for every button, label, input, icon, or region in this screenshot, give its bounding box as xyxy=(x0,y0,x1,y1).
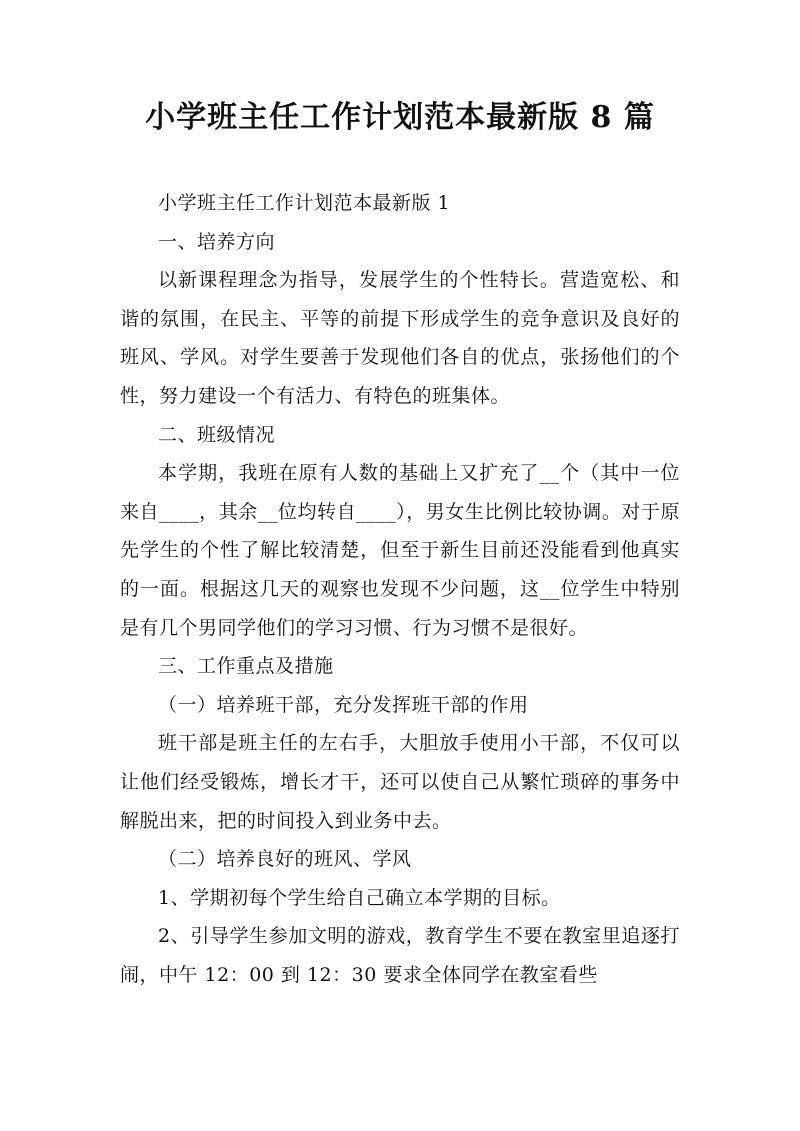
paragraph-class-cadres: 班干部是班主任的左右手，大胆放手使用小干部，不仅可以让他们经受锻炼，增长才干，还可以使自己从繁忙琐碎的事务中解脱出来，把的时间投入到业务中去。 xyxy=(120,732,680,832)
document-title: 小学班主任工作计划范本最新版 8 篇 xyxy=(145,100,655,135)
document-body xyxy=(120,184,680,994)
section-heading-work-focus: 三、工作重点及措施 xyxy=(158,655,334,678)
list-item-2: 2、引导学生参加文明的游戏，教育学生不要在教室里追逐打闹，中午 12：00 到 12：30 要求全体同学在教室看些 xyxy=(120,925,680,986)
section-heading-training-direction: 一、培养方向 xyxy=(158,230,276,253)
subheading-class-style: （二）培养良好的班风、学风 xyxy=(158,848,412,871)
section-heading-plan-1: 小学班主任工作计划范本最新版 1 xyxy=(158,192,451,214)
subheading-class-cadres: （一）培养班干部，充分发挥班干部的作用 xyxy=(158,693,529,716)
paragraph-training-direction: 以新课程理念为指导，发展学生的个性特长。营造宽松、和谐的氛围，在民主、平等的前提下形成学生的竞争意识及良好的班风、学风。对学生要善于发现他们各自的优点，张扬他们的个性，努力建设一个有活力、有特色的班集体。 xyxy=(120,269,680,407)
section-heading-class-situation: 二、班级情况 xyxy=(158,423,276,446)
list-item-1: 1、学期初每个学生给自己确立本学期的目标。 xyxy=(158,886,561,909)
paragraph-class-situation: 本学期，我班在原有人数的基础上又扩充了__个（其中一位来自____，其余__位均转自____），男女生比例比较协调。对于原先学生的个性了解比较清楚，但至于新生目前还没能看到他真实的一面。根据这几天的观察也发现不少问题，这__位学生中特别是有几个男同学他们的学习习惯、行为习惯不是很好。 xyxy=(120,462,680,639)
